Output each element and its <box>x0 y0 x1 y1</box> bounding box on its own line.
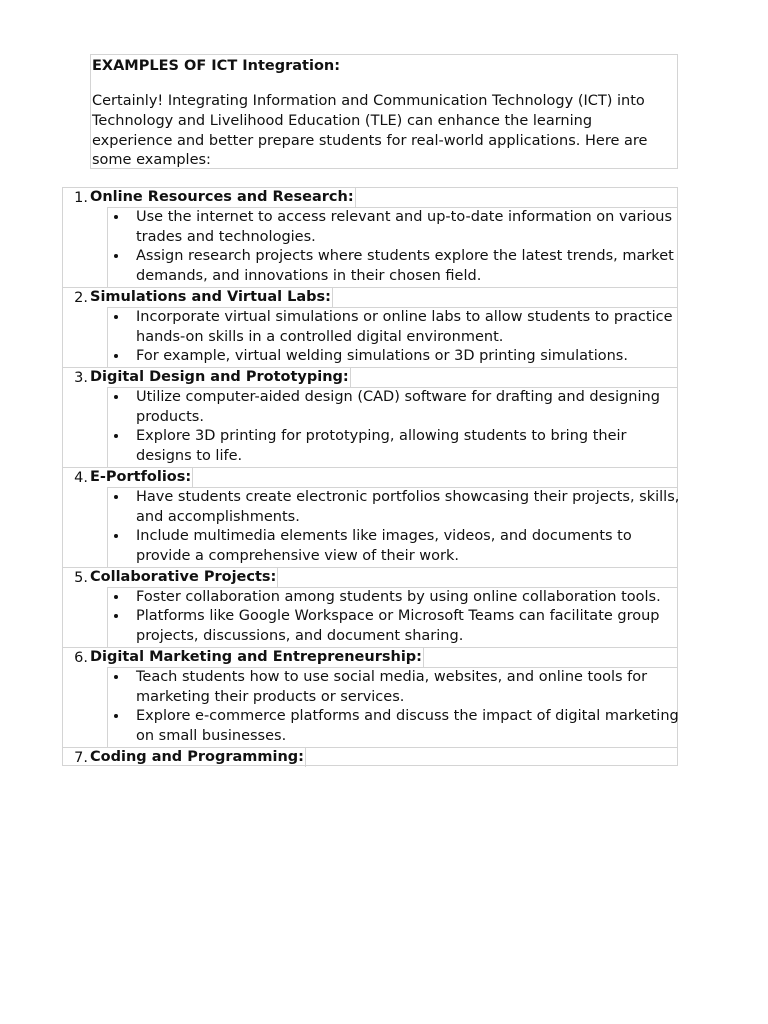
list-item <box>62 287 678 367</box>
item-number: 1. <box>74 190 88 206</box>
list-item <box>62 187 678 287</box>
item-title: Simulations and Virtual Labs: <box>90 289 331 305</box>
list-item <box>62 567 678 647</box>
bullet-text: For example, virtual welding simulations or 3D printing simulations. <box>136 348 628 364</box>
bullet-list <box>107 667 678 747</box>
item-number: 5. <box>74 570 88 586</box>
list-item <box>62 647 678 747</box>
bullet-dot <box>114 495 118 499</box>
bullet-dot <box>114 254 118 258</box>
examples-list <box>62 187 678 766</box>
bullet-dot <box>114 595 118 599</box>
bullet-dot <box>114 215 118 219</box>
intro-paragraph: Certainly! Integrating Information and Communication Technology (ICT) into Technology and Livelihood Education (TLE) can enhance the learning experience and better prepare students for real-world applications. Here are some examples: <box>92 93 648 169</box>
bullet-text: Have students create electronic portfolios showcasing their projects, skills, and accomplishments. <box>136 489 680 525</box>
item-number: 3. <box>74 370 88 386</box>
bullet-list <box>107 487 678 567</box>
bullet-dot <box>114 675 118 679</box>
item-title: E-Portfolios: <box>90 469 192 485</box>
item-number: 7. <box>74 750 88 766</box>
bullet-list <box>107 207 678 287</box>
bullet-text: Teach students how to use social media, websites, and online tools for marketing their products or services. <box>136 669 648 705</box>
bullet-text: Platforms like Google Workspace or Microsoft Teams can facilitate group projects, discussions, and document sharing. <box>136 608 660 644</box>
item-number: 4. <box>74 470 88 486</box>
bullet-text: Include multimedia elements like images, videos, and documents to provide a comprehensive view of their work. <box>136 528 632 564</box>
bullet-dot <box>114 434 118 438</box>
list-item <box>62 367 678 467</box>
bullet-list <box>107 307 678 367</box>
bullet-dot <box>114 534 118 538</box>
list-item <box>62 747 678 766</box>
item-number: 6. <box>74 650 88 666</box>
list-item <box>62 467 678 567</box>
bullet-text: Explore e-commerce platforms and discuss the impact of digital marketing on small businesses. <box>136 708 679 744</box>
document-title: EXAMPLES OF ICT Integration: <box>92 58 341 74</box>
bullet-text: Explore 3D printing for prototyping, allowing students to bring their designs to life. <box>136 428 627 464</box>
bullet-dot <box>114 614 118 618</box>
item-number: 2. <box>74 290 88 306</box>
bullet-text: Use the internet to access relevant and up-to-date information on various trades and technologies. <box>136 209 673 245</box>
bullet-text: Assign research projects where students explore the latest trends, market demands, and innovations in their chosen field. <box>136 248 674 284</box>
bullet-list <box>107 387 678 467</box>
intro-box <box>90 54 678 169</box>
bullet-text: Utilize computer-aided design (CAD) software for drafting and designing products. <box>136 389 660 425</box>
bullet-text: Incorporate virtual simulations or online labs to allow students to practice hands-on skills in a controlled digital environment. <box>136 309 673 345</box>
bullet-dot <box>114 354 118 358</box>
bullet-text: Foster collaboration among students by using online collaboration tools. <box>136 589 661 605</box>
bullet-dot <box>114 395 118 399</box>
bullet-dot <box>114 315 118 319</box>
item-title: Online Resources and Research: <box>90 189 354 205</box>
bullet-list <box>107 587 678 647</box>
bullet-dot <box>114 714 118 718</box>
item-title: Coding and Programming: <box>90 749 304 765</box>
item-title: Digital Design and Prototyping: <box>90 369 349 385</box>
item-title: Collaborative Projects: <box>90 569 277 585</box>
item-title: Digital Marketing and Entrepreneurship: <box>90 649 422 665</box>
